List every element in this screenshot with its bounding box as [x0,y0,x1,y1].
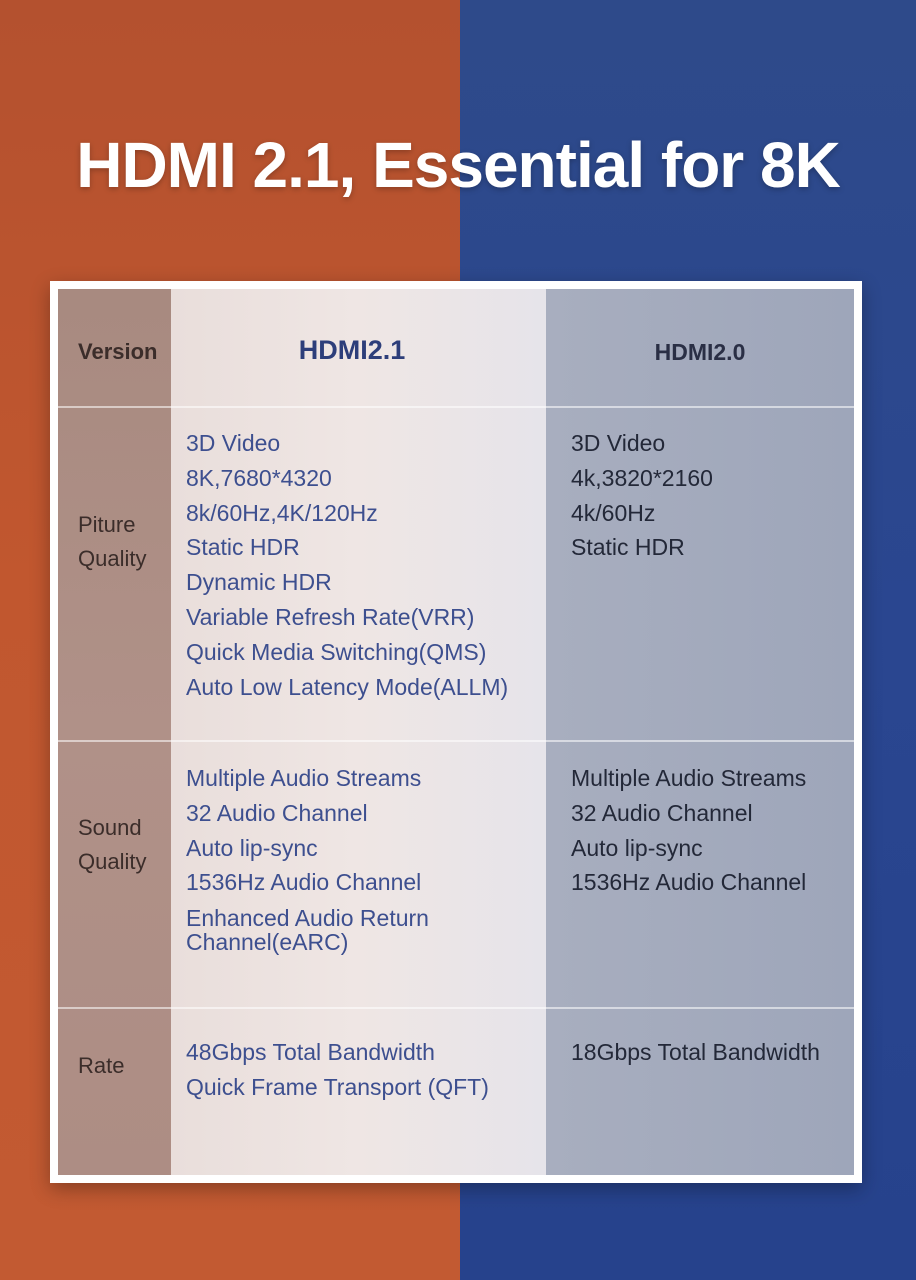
row-divider [58,1007,854,1009]
feature-item: Quick Media Switching(QMS) [186,638,487,665]
feature-item: Static HDR [571,534,685,561]
feature-item: 4k,3820*2160 [571,464,713,491]
feature-item: 18Gbps Total Bandwidth [571,1039,820,1065]
feature-item: Multiple Audio Streams [186,765,422,791]
label-line: Quality [78,546,147,571]
feature-item: 3D Video [571,430,666,456]
row-divider [58,406,854,408]
headline: HDMI 2.1, Essential for 8K [76,129,840,201]
label-column [58,289,171,1175]
feature-item: Quick Frame Transport (QFT) [186,1073,489,1100]
feature-item: Auto lip-sync [571,834,703,861]
feature-item: Channel(eARC) [186,929,349,956]
feature-item: 3D Video [186,430,281,456]
comparison-table [58,289,854,1175]
row-label-rate [78,1049,168,1083]
row-divider [58,740,854,742]
feature-item: Dynamic HDR [186,569,332,596]
label-line: Sound [78,815,142,840]
label-line: Rate [78,1053,125,1078]
feature-item: Auto lip-sync [186,834,318,861]
feature-item: 8K,7680*4320 [186,464,332,491]
label-line: Quality [78,849,147,874]
feature-item: 32 Audio Channel [571,799,753,826]
label-line: Piture [78,512,136,537]
feature-item: Multiple Audio Streams [571,765,807,791]
picture-quality-hdmi21 [186,426,508,704]
header-version-label: Version [78,339,158,364]
feature-item: 48Gbps Total Bandwidth [186,1039,435,1065]
header-hdmi20: HDMI2.0 [654,339,746,365]
feature-item: Enhanced Audio Return [186,905,429,932]
row-label-picture-quality [78,508,168,576]
feature-item: 32 Audio Channel [186,799,368,826]
feature-item: Static HDR [186,534,300,561]
sound-quality-hdmi21 [186,761,429,954]
feature-item: Auto Low Latency Mode(ALLM) [186,673,509,700]
rate-hdmi20 [571,1035,820,1070]
feature-item: 4k/60Hz [571,499,656,526]
feature-item: Variable Refresh Rate(VRR) [186,603,475,630]
sound-quality-hdmi20 [571,761,806,900]
feature-item: 1536Hz Audio Channel [186,869,422,896]
comparison-table-frame [50,281,862,1183]
rate-hdmi21 [186,1035,489,1105]
header-hdmi21: HDMI2.1 [298,335,406,365]
feature-item: 1536Hz Audio Channel [571,869,807,896]
row-label-sound-quality [78,811,168,879]
picture-quality-hdmi20 [571,426,713,565]
feature-item: 8k/60Hz,4K/120Hz [186,499,378,526]
